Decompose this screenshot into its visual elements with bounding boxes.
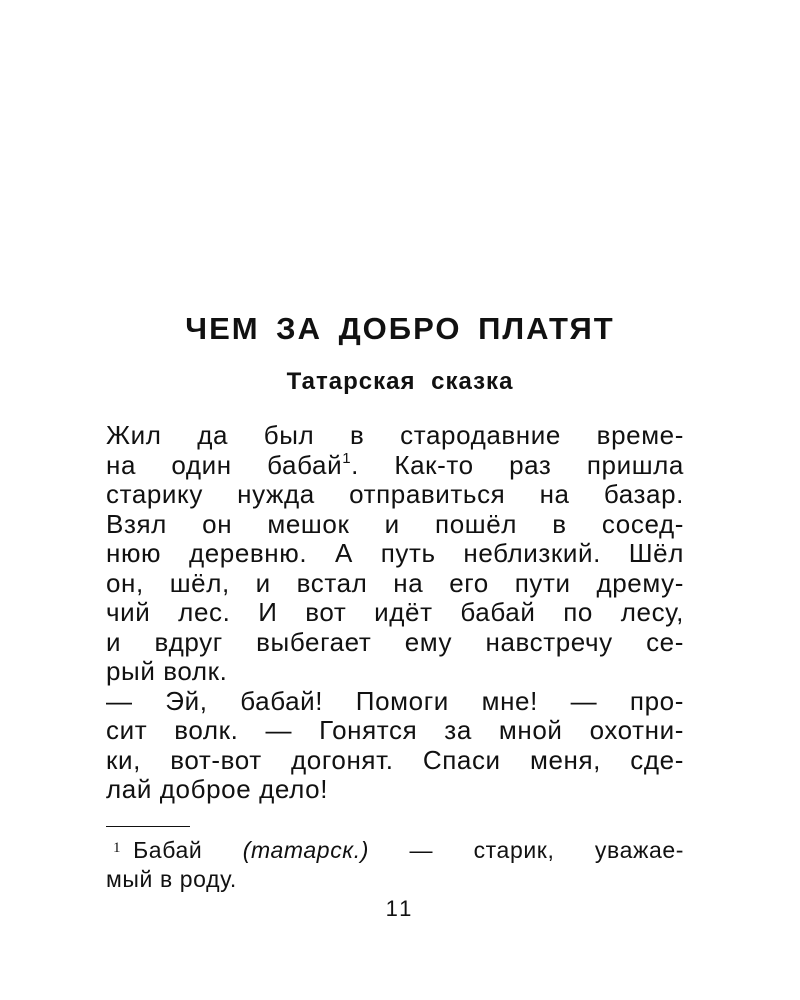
footnote-number: 1 bbox=[113, 840, 122, 856]
footnote-source: (татарск.) bbox=[242, 837, 370, 863]
footnote-line: мый в роду. bbox=[106, 866, 237, 892]
text-line: на один бабай$^1$. Как-то раз пришла bbox=[106, 449, 684, 480]
text-line: чий лес. И вот идёт бабай по лесу, bbox=[106, 597, 684, 627]
footnote-line bbox=[106, 834, 684, 865]
text-line: нюю деревню. А путь неблизкий. Шёл bbox=[106, 538, 684, 568]
text-line: ки, вот-вот догонят. Спаси меня, сде- bbox=[106, 744, 684, 775]
footnote-term: Бабай bbox=[133, 837, 203, 863]
story-subtitle: Татарская сказка bbox=[286, 368, 514, 395]
footnote-divider bbox=[106, 826, 190, 827]
page-number: 11 bbox=[385, 896, 415, 921]
text-line: сит волк. — Гонятся за мной охотни- bbox=[106, 715, 684, 745]
text-line: Взял он мешок и пошёл в сосед- bbox=[106, 508, 684, 539]
footnote bbox=[106, 834, 684, 894]
text-line: Жил да был в стародавние време- bbox=[106, 420, 684, 450]
text-line: лай доброе дело! bbox=[106, 774, 329, 804]
story-text bbox=[106, 421, 684, 805]
text-line: и вдруг выбегает ему навстречу се- bbox=[106, 626, 684, 657]
story-title: ЧЕМ ЗА ДОБРО ПЛАТЯТ bbox=[185, 311, 615, 346]
text-line: старику нужда отправиться на базар. bbox=[106, 479, 684, 509]
footnote-marker: 1 bbox=[342, 449, 352, 467]
footnote-definition: — старик, уважае- bbox=[409, 837, 684, 863]
text-line: — Эй, бабай! Помоги мне! — про- bbox=[106, 685, 684, 716]
text-line: рый волк. bbox=[106, 656, 228, 686]
text-line: он, шёл, и встал на его пути дрему- bbox=[106, 567, 684, 598]
